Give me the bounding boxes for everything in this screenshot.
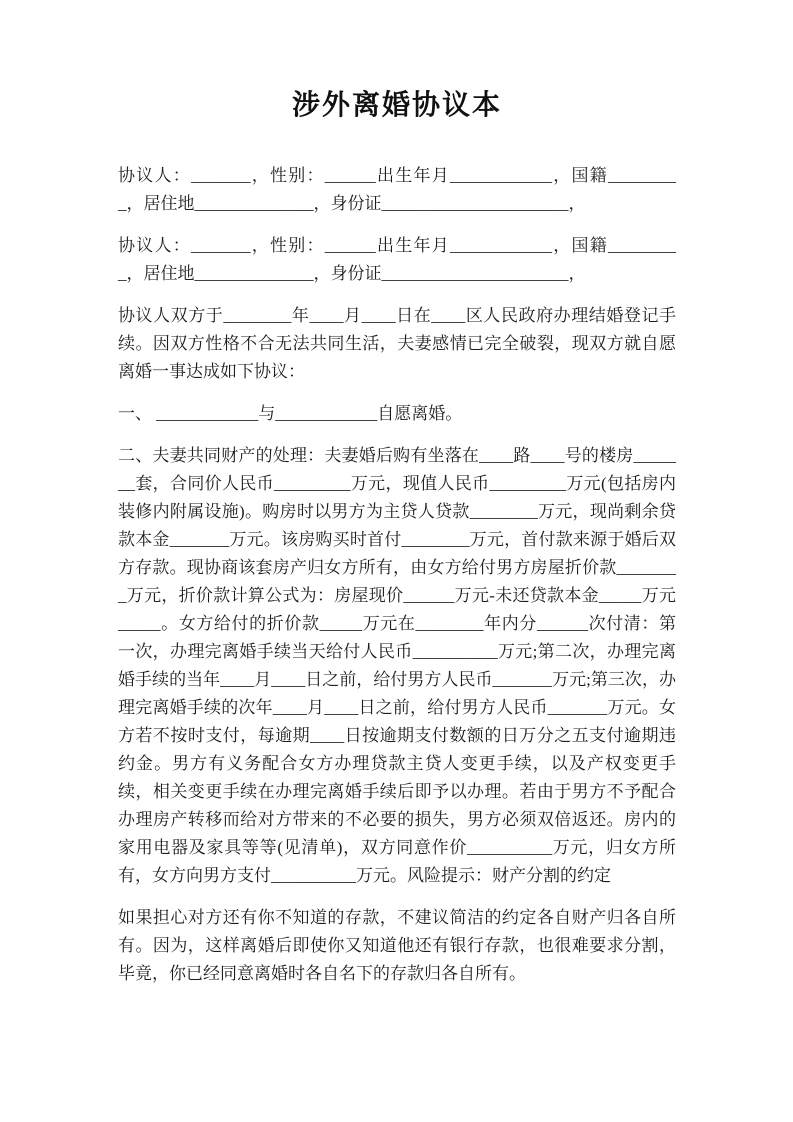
document-title: 涉外离婚协议本: [291, 90, 502, 121]
paragraph-risk-note: 如果担心对方还有你不知道的存款，不建议简洁的约定各自财产归各自所有。因为，这样离婚后即使你又知道他还有银行存款，也很难要求分割，毕竟，你已经同意离婚时各自名下的存款归各自所有。: [118, 908, 676, 983]
paragraph-clause-2: 二、夫妻共同财产的处理：夫妻婚后购有坐落在____路____号的楼房_______套，合同价人民币_________万元，现值人民币_________万元(包括房内装修内附属设施)。购房时以男方为主贷人贷款________万元，现尚剩余贷款本金_______万元。该房购买时首付________万元，首付款来源于婚后双方存款。现协商该套房产归女方所有，由女方给付男方房屋折价款________万元，折价款计算公式为：房屋现价______万元-未还贷款本金_____万元_____。女方给付的折价款_____万元在________年内分______次付清：第一次，办理完离婚手续当天给付人民币__________万元;第二次，办理完离婚手续的当年____月____日之前，给付男方人民币_______万元;第三次，办理完离婚手续的次年____月____日之前，给付男方人民币_______万元。女方若不按时支付，每逾期____日按逾期支付数额的日万分之五支付逾期违约金。男方有义务配合女方办理贷款主贷人变更手续，以及产权变更手续，相关变更手续在办理完离婚手续后即予以办理。若由于男方不予配合办理房产转移而给对方带来的不必要的损失，男方必须双倍返还。房内的家用电器及家具等等(见清单)，双方同意作价__________万元，归女方所有，女方向男方支付__________万元。风险提示：财产分割的约定: [118, 446, 676, 885]
paragraph-party-b: 协议人：_______，性别：______出生年月____________，国籍_________，居住地______________，身份证______________________，: [118, 236, 676, 283]
paragraph-clause-1: 一、 ____________与____________自愿离婚。: [118, 404, 463, 423]
paragraph-party-a: 协议人：_______，性别：______出生年月____________，国籍_________，居住地______________，身份证______________________，: [118, 166, 676, 213]
paragraph-preamble: 协议人双方于________年____月____日在____区人民政府办理结婚登记手续。因双方性格不合无法共同生活，夫妻感情已完全破裂，现双方就自愿离婚一事达成如下协议：: [118, 306, 676, 381]
